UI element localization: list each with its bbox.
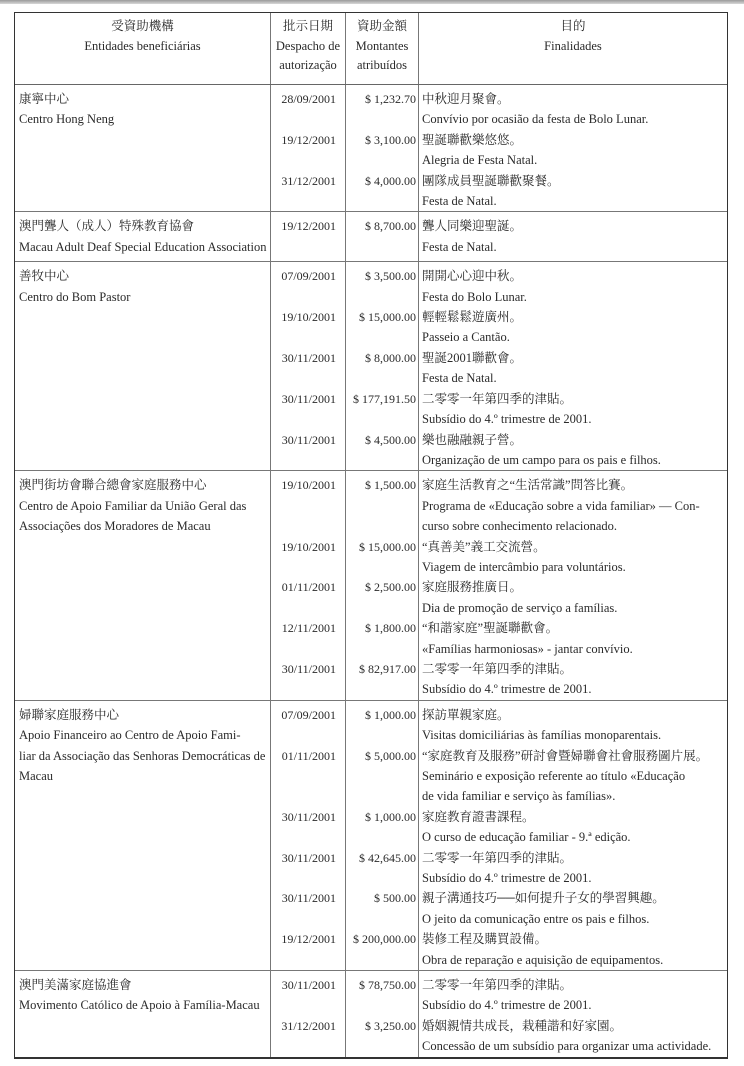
beneficiary-name — [15, 212, 271, 261]
grant-amount: $ 3,500.00 — [346, 262, 419, 307]
grant-entries — [271, 212, 727, 261]
table-row — [271, 577, 727, 618]
grant-amount: $ 1,000.00 — [346, 701, 419, 746]
grant-purpose — [419, 971, 727, 1016]
beneficiary-name — [15, 701, 271, 970]
grant-purpose — [419, 348, 727, 389]
grant-purpose — [419, 848, 727, 889]
purpose-line: Subsídio do 4.º trimestre de 2001. — [422, 682, 592, 697]
beneficiary-name-line: 澳門街坊會聯合總會家庭服務中心 — [19, 478, 207, 493]
beneficiary-group — [15, 701, 727, 971]
purpose-line: 二零零一年第四季的津貼。 — [422, 391, 573, 406]
beneficiary-name-line: Centro Hong Neng — [19, 112, 115, 127]
beneficiary-name-line: Centro do Bom Pastor — [19, 289, 131, 304]
beneficiary-group — [15, 212, 727, 262]
table-row — [271, 971, 727, 1016]
beneficiary-name — [15, 85, 271, 211]
grant-purpose — [419, 746, 727, 807]
grant-purpose — [419, 85, 727, 130]
purpose-line: Alegria de Festa Natal. — [422, 153, 538, 168]
grant-purpose — [419, 701, 727, 746]
header-entities-zh: 受資助機構 — [111, 19, 174, 33]
grant-purpose — [419, 471, 727, 536]
grant-purpose — [419, 537, 727, 578]
authorization-date: 19/10/2001 — [271, 307, 346, 348]
grant-amount: $ 15,000.00 — [346, 307, 419, 348]
authorization-date: 30/11/2001 — [271, 430, 346, 471]
purpose-line: 輕輕鬆鬆遊廣州。 — [422, 310, 523, 325]
beneficiary-group — [15, 971, 727, 1057]
authorization-date: 12/11/2001 — [271, 618, 346, 659]
authorization-date: 01/11/2001 — [271, 746, 346, 807]
purpose-line: 團隊成員聖誕聯歡聚餐。 — [422, 173, 560, 188]
grant-purpose — [419, 888, 727, 929]
beneficiary-name-line: liar da Associação das Senhoras Democráticas de — [19, 748, 266, 763]
purpose-line: Festa de Natal. — [422, 239, 497, 254]
purpose-line: Passeio a Cantão. — [422, 330, 510, 345]
table-row — [271, 659, 727, 700]
header-amount-pt1: Montantes — [355, 38, 409, 53]
authorization-date: 31/12/2001 — [271, 1016, 346, 1057]
authorization-date: 07/09/2001 — [271, 262, 346, 307]
beneficiary-name-line: 澳門聾人（成人）特殊教育協會 — [19, 219, 195, 234]
purpose-line: 二零零一年第四季的津貼。 — [422, 850, 573, 865]
grant-amount: $ 42,645.00 — [346, 848, 419, 889]
scan-top-rule — [0, 0, 744, 4]
purpose-line: Festa do Bolo Lunar. — [422, 289, 527, 304]
purpose-line: Subsídio do 4.º trimestre de 2001. — [422, 412, 592, 427]
table-row — [271, 307, 727, 348]
grant-entries — [271, 262, 727, 470]
authorization-date: 31/12/2001 — [271, 171, 346, 212]
grant-amount: $ 8,700.00 — [346, 212, 419, 257]
header-purpose-pt: Finalidades — [544, 38, 602, 53]
purpose-line: Obra de reparação e aquisição de equipamentos. — [422, 952, 664, 967]
table-row — [271, 888, 727, 929]
grant-amount: $ 2,500.00 — [346, 577, 419, 618]
header-amount — [346, 13, 419, 84]
purpose-line: 家庭教育證書課程。 — [422, 809, 535, 824]
beneficiary-name-line: Associações dos Moradores de Macau — [19, 519, 211, 534]
grant-amount: $ 3,250.00 — [346, 1016, 419, 1057]
purpose-line: 聾人同樂迎聖誕。 — [422, 219, 523, 234]
grant-amount: $ 500.00 — [346, 888, 419, 929]
purpose-line: 聖誕聯歡樂悠悠。 — [422, 132, 523, 147]
beneficiary-name — [15, 971, 271, 1057]
purpose-line: Programa de «Educação sobre a vida familiar» — Con- — [422, 498, 700, 513]
table-row — [271, 171, 727, 212]
purpose-line: 二零零一年第四季的津貼。 — [422, 661, 573, 676]
header-date-zh: 批示日期 — [282, 19, 333, 33]
beneficiary-name-line: 善牧中心 — [19, 269, 70, 284]
grant-amount: $ 8,000.00 — [346, 348, 419, 389]
table-row — [271, 389, 727, 430]
grant-amount: $ 78,750.00 — [346, 971, 419, 1016]
grant-entries — [271, 471, 727, 699]
purpose-line: 探訪單親家庭。 — [422, 707, 510, 722]
purpose-line: Visitas domiciliárias às famílias monoparentais. — [422, 728, 662, 743]
header-entities-pt: Entidades beneficiárias — [84, 38, 201, 53]
grant-purpose — [419, 307, 727, 348]
table-row — [271, 262, 727, 307]
purpose-line: “和諧家庭”聖誕聯歡會。 — [422, 621, 559, 636]
grant-purpose — [419, 618, 727, 659]
header-purpose-zh: 目的 — [560, 19, 586, 33]
purpose-line: Dia de promoção de serviço a famílias. — [422, 600, 618, 615]
authorization-date: 19/12/2001 — [271, 212, 346, 257]
purpose-line: 裝修工程及購買設備。 — [422, 932, 548, 947]
beneficiary-name-line: 婦聯家庭服務中心 — [19, 707, 120, 722]
grant-purpose — [419, 171, 727, 212]
authorization-date: 01/11/2001 — [271, 577, 346, 618]
header-date-pt2: autorização — [279, 58, 337, 73]
header-entities — [15, 13, 271, 84]
table-row — [271, 1016, 727, 1057]
beneficiary-name-line: Macau — [19, 769, 54, 783]
header-date — [271, 13, 346, 84]
grant-amount: $ 5,000.00 — [346, 746, 419, 807]
grant-purpose — [419, 389, 727, 430]
purpose-line: 二零零一年第四季的津貼。 — [422, 978, 573, 993]
header-purpose — [419, 13, 727, 84]
purpose-line: Festa de Natal. — [422, 194, 497, 209]
purpose-line: “家庭教育及服務”研討會暨婦聯會社會服務圖片展。 — [422, 748, 709, 763]
header-amount-pt2: atribuídos — [357, 58, 407, 73]
table-row — [271, 848, 727, 889]
grant-amount: $ 200,000.00 — [346, 929, 419, 970]
table-row — [271, 807, 727, 848]
filler-cell — [346, 257, 419, 261]
purpose-line: 親子溝通技巧──如何提升子女的學習興趣。 — [422, 891, 665, 906]
table-row — [271, 746, 727, 807]
purpose-line: Viagem de intercâmbio para voluntários. — [422, 559, 626, 574]
purpose-line: 中秋迎月聚會。 — [422, 92, 510, 106]
purpose-line: “真善美”義工交流營。 — [422, 539, 546, 554]
authorization-date: 19/12/2001 — [271, 929, 346, 970]
grant-amount: $ 3,100.00 — [346, 130, 419, 171]
table-body — [15, 85, 727, 1057]
grant-purpose — [419, 262, 727, 307]
beneficiary-group — [15, 85, 727, 212]
grant-purpose — [419, 659, 727, 700]
authorization-date: 30/11/2001 — [271, 848, 346, 889]
purpose-line: Festa de Natal. — [422, 371, 497, 386]
authorization-date: 30/11/2001 — [271, 971, 346, 1016]
purpose-line: 家庭生活教育之“生活常識”問答比賽。 — [422, 478, 634, 493]
authorization-date: 30/11/2001 — [271, 659, 346, 700]
beneficiary-name — [15, 262, 271, 470]
beneficiary-group — [15, 471, 727, 700]
authorization-date: 30/11/2001 — [271, 888, 346, 929]
beneficiary-name-line: 康寧中心 — [19, 92, 70, 106]
grant-purpose — [419, 577, 727, 618]
purpose-line: Convívio por ocasião da festa de Bolo Lunar. — [422, 112, 649, 127]
subsidy-table — [14, 12, 728, 1059]
purpose-line: 開開心心迎中秋。 — [422, 269, 523, 284]
beneficiary-name — [15, 471, 271, 699]
header-date-pt1: Despacho de — [275, 38, 341, 53]
authorization-date: 19/12/2001 — [271, 130, 346, 171]
grant-amount: $ 177,191.50 — [346, 389, 419, 430]
purpose-line: Subsídio do 4.º trimestre de 2001. — [422, 998, 592, 1013]
table-row — [271, 618, 727, 659]
grant-amount: $ 4,000.00 — [346, 171, 419, 212]
grant-purpose — [419, 212, 727, 257]
authorization-date: 19/10/2001 — [271, 537, 346, 578]
table-row — [271, 348, 727, 389]
grant-amount: $ 4,500.00 — [346, 430, 419, 471]
beneficiary-name-line: Apoio Financeiro ao Centro de Apoio Fami- — [19, 728, 241, 743]
purpose-line: 樂也融融親子營。 — [422, 432, 523, 447]
purpose-line: «Famílias harmoniosas» - jantar convívio. — [422, 641, 633, 656]
filler-cell — [271, 257, 346, 261]
purpose-line: 家庭服務推廣日。 — [422, 580, 523, 595]
purpose-line: curso sobre conhecimento relacionado. — [422, 519, 618, 534]
grant-purpose — [419, 929, 727, 970]
table-row — [271, 701, 727, 746]
grant-amount: $ 1,500.00 — [346, 471, 419, 536]
authorization-date: 19/10/2001 — [271, 471, 346, 536]
table-row — [271, 130, 727, 171]
authorization-date: 07/09/2001 — [271, 701, 346, 746]
grant-purpose — [419, 430, 727, 471]
beneficiary-group — [15, 262, 727, 471]
column-filler — [271, 257, 727, 261]
purpose-line: de vida familiar e serviço às famílias». — [422, 789, 616, 804]
grant-amount: $ 82,917.00 — [346, 659, 419, 700]
table-header — [15, 13, 727, 85]
filler-cell — [419, 257, 727, 261]
authorization-date: 30/11/2001 — [271, 348, 346, 389]
purpose-line: 聖誕2001聯歡會。 — [422, 350, 523, 365]
grant-amount: $ 1,232.70 — [346, 85, 419, 130]
table-row — [271, 212, 727, 257]
grant-entries — [271, 971, 727, 1057]
table-row — [271, 537, 727, 578]
beneficiary-name-line: Macau Adult Deaf Special Education Association — [19, 239, 267, 254]
purpose-line: Seminário e exposição referente ao título «Educação — [422, 769, 686, 783]
purpose-line: O curso de educação familiar - 9.ª edição. — [422, 830, 631, 845]
table-row — [271, 85, 727, 130]
table-row — [271, 430, 727, 471]
table-row — [271, 471, 727, 536]
grant-amount: $ 15,000.00 — [346, 537, 419, 578]
grant-entries — [271, 85, 727, 211]
grant-amount: $ 1,800.00 — [346, 618, 419, 659]
beneficiary-name-line: Movimento Católico de Apoio à Família-Macau — [19, 998, 260, 1013]
authorization-date: 28/09/2001 — [271, 85, 346, 130]
purpose-line: O jeito da comunicação entre os pais e filhos. — [422, 911, 650, 926]
grant-purpose — [419, 807, 727, 848]
beneficiary-name-line: 澳門美滿家庭協進會 — [19, 978, 132, 993]
authorization-date: 30/11/2001 — [271, 389, 346, 430]
purpose-line: 婚姻親情共成長，栽種諧和好家園。 — [422, 1018, 623, 1033]
grant-amount: $ 1,000.00 — [346, 807, 419, 848]
grant-entries — [271, 701, 727, 970]
purpose-line: Subsídio do 4.º trimestre de 2001. — [422, 871, 592, 886]
header-amount-zh: 資助金額 — [356, 19, 407, 33]
table-row — [271, 929, 727, 970]
authorization-date: 30/11/2001 — [271, 807, 346, 848]
grant-purpose — [419, 1016, 727, 1057]
beneficiary-name-line: Centro de Apoio Familiar da União Geral das — [19, 498, 247, 513]
purpose-line: Organização de um campo para os pais e filhos. — [422, 452, 661, 467]
grant-purpose — [419, 130, 727, 171]
purpose-line: Concessão de um subsídio para organizar uma actividade. — [422, 1039, 712, 1054]
